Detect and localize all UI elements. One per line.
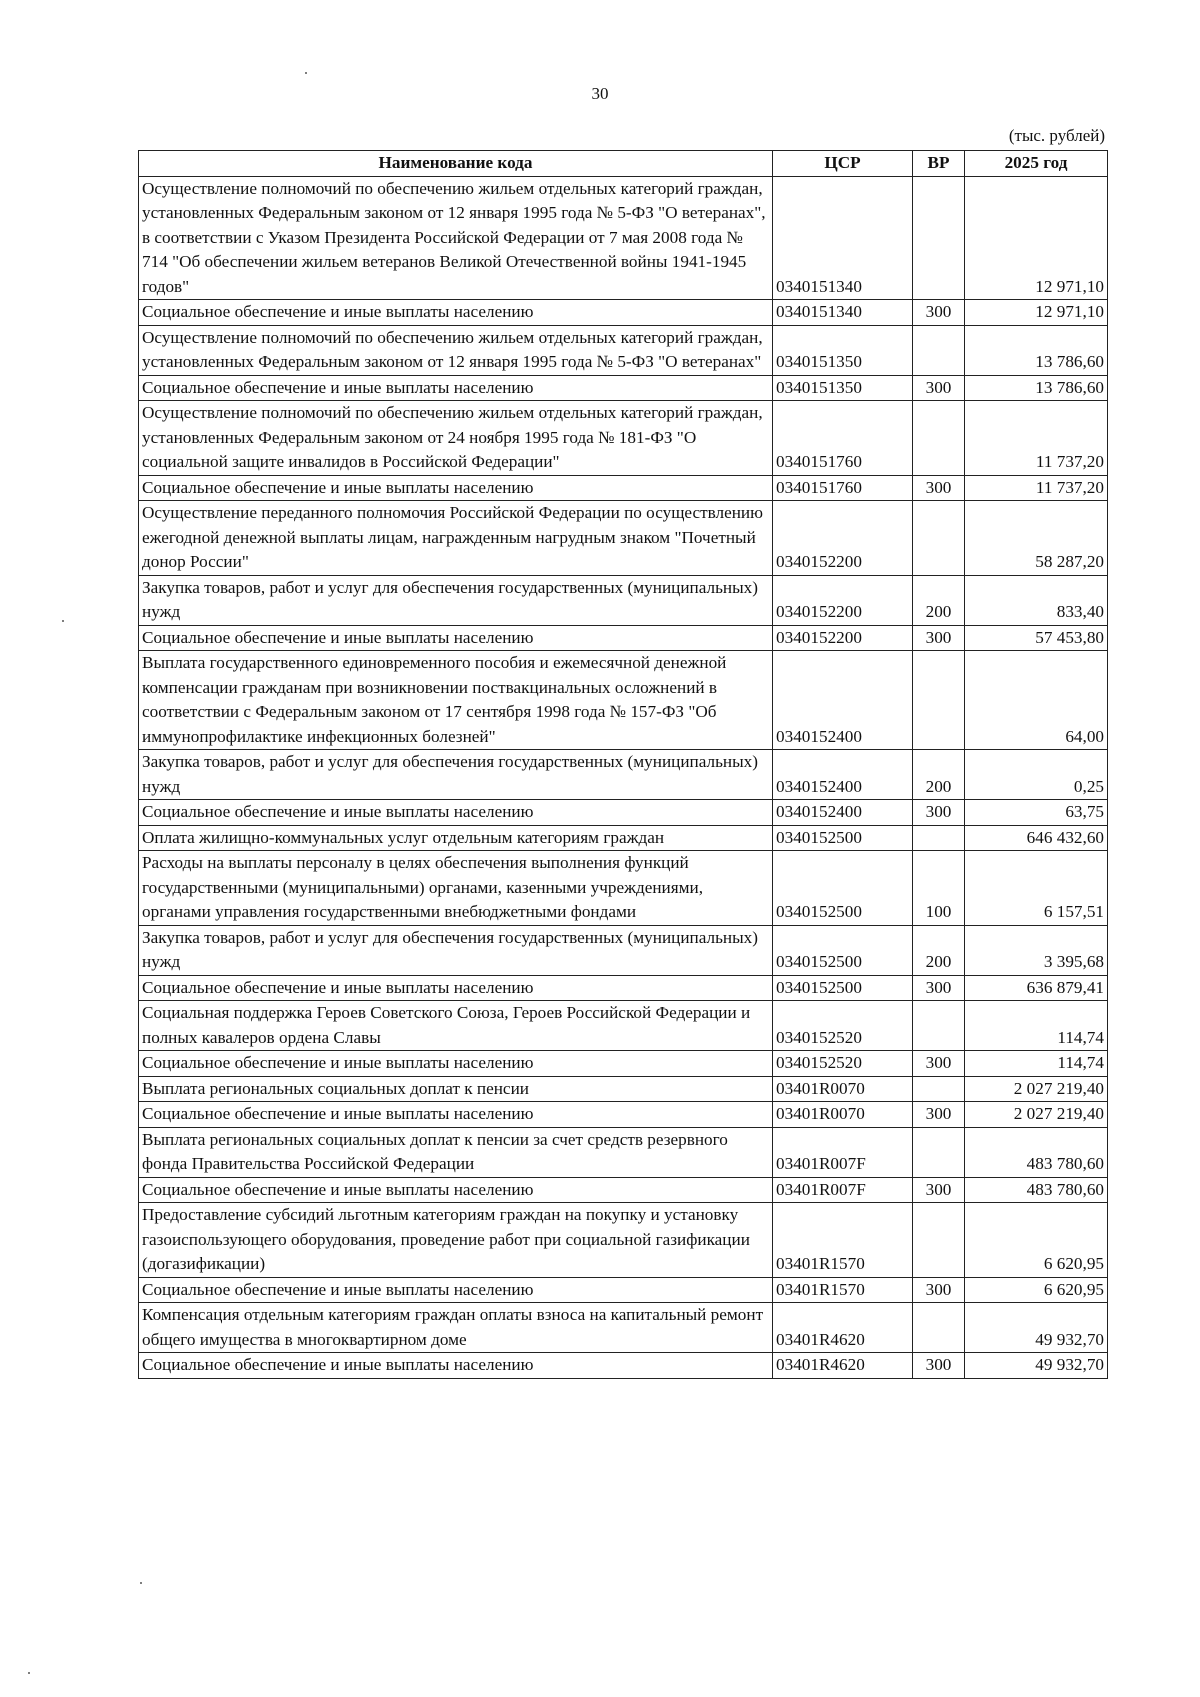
cell-amount: 646 432,60 xyxy=(965,825,1108,851)
cell-amount: 3 395,68 xyxy=(965,925,1108,975)
cell-vr: 300 xyxy=(913,625,965,651)
table-row xyxy=(139,1102,1108,1128)
cell-name: Осуществление полномочий по обеспечению жильем отдельных категорий граждан, установленных Федеральным законом от 24 ноября 1995 года № 181-ФЗ "О социальной защите инвалидов в Российской Федерации" xyxy=(139,401,773,476)
cell-vr: 300 xyxy=(913,800,965,826)
table-row xyxy=(139,375,1108,401)
table-row xyxy=(139,1051,1108,1077)
cell-csr: 03401R007F xyxy=(773,1127,913,1177)
cell-csr: 0340151350 xyxy=(773,325,913,375)
cell-vr: 100 xyxy=(913,851,965,926)
cell-vr: 300 xyxy=(913,1177,965,1203)
cell-name: Социальное обеспечение и иные выплаты населению xyxy=(139,300,773,326)
cell-amount: 483 780,60 xyxy=(965,1127,1108,1177)
budget-table xyxy=(138,150,1108,1379)
table-row xyxy=(139,651,1108,750)
cell-amount: 2 027 219,40 xyxy=(965,1076,1108,1102)
table-row xyxy=(139,1303,1108,1353)
table-row xyxy=(139,1277,1108,1303)
cell-vr: 200 xyxy=(913,750,965,800)
cell-vr xyxy=(913,401,965,476)
cell-amount: 12 971,10 xyxy=(965,176,1108,300)
cell-name: Закупка товаров, работ и услуг для обеспечения государственных (муниципальных) нужд xyxy=(139,575,773,625)
cell-amount: 49 932,70 xyxy=(965,1303,1108,1353)
table-row xyxy=(139,1203,1108,1278)
cell-name: Социальное обеспечение и иные выплаты населению xyxy=(139,1051,773,1077)
cell-name: Компенсация отдельным категориям граждан оплаты взноса на капитальный ремонт общего имущества в многоквартирном доме xyxy=(139,1303,773,1353)
cell-vr xyxy=(913,325,965,375)
cell-csr: 0340152500 xyxy=(773,851,913,926)
cell-name: Социальное обеспечение и иные выплаты населению xyxy=(139,1177,773,1203)
cell-name: Социальное обеспечение и иные выплаты населению xyxy=(139,475,773,501)
cell-name: Выплата региональных социальных доплат к пенсии за счет средств резервного фонда Правительства Российской Федерации xyxy=(139,1127,773,1177)
cell-csr: 0340152520 xyxy=(773,1051,913,1077)
header-name: Наименование кода xyxy=(139,151,773,177)
cell-csr: 03401R1570 xyxy=(773,1203,913,1278)
cell-csr: 03401R0070 xyxy=(773,1102,913,1128)
cell-name: Выплата региональных социальных доплат к пенсии xyxy=(139,1076,773,1102)
cell-amount: 11 737,20 xyxy=(965,401,1108,476)
cell-vr xyxy=(913,1076,965,1102)
cell-amount: 114,74 xyxy=(965,1051,1108,1077)
cell-csr: 0340151340 xyxy=(773,300,913,326)
cell-amount: 636 879,41 xyxy=(965,975,1108,1001)
cell-csr: 0340152400 xyxy=(773,750,913,800)
scan-speck xyxy=(62,620,64,622)
table-row xyxy=(139,300,1108,326)
header-vr: ВР xyxy=(913,151,965,177)
table-row xyxy=(139,1177,1108,1203)
cell-amount: 12 971,10 xyxy=(965,300,1108,326)
table-header-row xyxy=(139,151,1108,177)
cell-csr: 0340152400 xyxy=(773,800,913,826)
table-row xyxy=(139,575,1108,625)
cell-vr: 300 xyxy=(913,300,965,326)
cell-amount: 63,75 xyxy=(965,800,1108,826)
table-row xyxy=(139,800,1108,826)
cell-csr: 03401R4620 xyxy=(773,1303,913,1353)
cell-csr: 0340152520 xyxy=(773,1001,913,1051)
cell-csr: 0340151350 xyxy=(773,375,913,401)
cell-amount: 833,40 xyxy=(965,575,1108,625)
cell-vr: 200 xyxy=(913,575,965,625)
scan-speck xyxy=(140,1582,142,1584)
table-row xyxy=(139,1353,1108,1379)
table-row xyxy=(139,1076,1108,1102)
cell-csr: 0340152500 xyxy=(773,825,913,851)
cell-amount: 13 786,60 xyxy=(965,325,1108,375)
cell-name: Социальное обеспечение и иные выплаты населению xyxy=(139,625,773,651)
header-csr: ЦСР xyxy=(773,151,913,177)
cell-amount: 57 453,80 xyxy=(965,625,1108,651)
cell-vr: 300 xyxy=(913,975,965,1001)
scan-speck xyxy=(28,1672,30,1674)
cell-amount: 64,00 xyxy=(965,651,1108,750)
units-label: (тыс. рублей) xyxy=(1008,126,1105,145)
cell-vr xyxy=(913,1127,965,1177)
table-row xyxy=(139,925,1108,975)
table-row xyxy=(139,501,1108,576)
cell-csr: 03401R1570 xyxy=(773,1277,913,1303)
cell-name: Социальное обеспечение и иные выплаты населению xyxy=(139,975,773,1001)
cell-name: Закупка товаров, работ и услуг для обеспечения государственных (муниципальных) нужд xyxy=(139,750,773,800)
cell-name: Социальное обеспечение и иные выплаты населению xyxy=(139,1353,773,1379)
cell-amount: 0,25 xyxy=(965,750,1108,800)
cell-name: Социальное обеспечение и иные выплаты населению xyxy=(139,375,773,401)
cell-csr: 0340152200 xyxy=(773,501,913,576)
cell-csr: 0340152200 xyxy=(773,625,913,651)
cell-vr: 300 xyxy=(913,1277,965,1303)
cell-vr xyxy=(913,176,965,300)
cell-vr: 300 xyxy=(913,1353,965,1379)
cell-vr: 300 xyxy=(913,475,965,501)
cell-name: Выплата государственного единовременного пособия и ежемесячной денежной компенсации гражданам при возникновении поствакцинальных осложнений в соответствии с Федеральным законом от 17 сентября 1998 года № 157-ФЗ "Об иммунопрофилактике инфекционных болезней" xyxy=(139,651,773,750)
table-row xyxy=(139,825,1108,851)
page-number: 30 xyxy=(591,84,609,103)
cell-vr: 300 xyxy=(913,375,965,401)
cell-name: Социальное обеспечение и иные выплаты населению xyxy=(139,800,773,826)
cell-name: Предоставление субсидий льготным категориям граждан на покупку и установку газоиспользующего оборудования, проведение работ при социальной газификации (догазификации) xyxy=(139,1203,773,1278)
cell-amount: 11 737,20 xyxy=(965,475,1108,501)
cell-csr: 03401R4620 xyxy=(773,1353,913,1379)
table-row xyxy=(139,176,1108,300)
cell-name: Социальное обеспечение и иные выплаты населению xyxy=(139,1102,773,1128)
cell-vr: 300 xyxy=(913,1051,965,1077)
cell-name: Осуществление переданного полномочия Российской Федерации по осуществлению ежегодной денежной выплаты лицам, награжденным нагрудным знаком "Почетный донор России" xyxy=(139,501,773,576)
cell-name: Социальное обеспечение и иные выплаты населению xyxy=(139,1277,773,1303)
cell-amount: 6 620,95 xyxy=(965,1277,1108,1303)
cell-vr xyxy=(913,1303,965,1353)
cell-amount: 6 157,51 xyxy=(965,851,1108,926)
cell-name: Осуществление полномочий по обеспечению жильем отдельных категорий граждан, установленных Федеральным законом от 12 января 1995 года № 5-ФЗ "О ветеранах" xyxy=(139,325,773,375)
cell-vr xyxy=(913,1203,965,1278)
cell-csr: 0340152400 xyxy=(773,651,913,750)
scan-speck xyxy=(305,72,307,74)
table-row xyxy=(139,625,1108,651)
cell-csr: 0340152500 xyxy=(773,925,913,975)
cell-vr xyxy=(913,825,965,851)
cell-vr xyxy=(913,651,965,750)
cell-amount: 483 780,60 xyxy=(965,1177,1108,1203)
cell-name: Закупка товаров, работ и услуг для обеспечения государственных (муниципальных) нужд xyxy=(139,925,773,975)
cell-vr xyxy=(913,1001,965,1051)
table-body xyxy=(139,176,1108,1378)
cell-amount: 6 620,95 xyxy=(965,1203,1108,1278)
table-row xyxy=(139,975,1108,1001)
cell-amount: 58 287,20 xyxy=(965,501,1108,576)
cell-csr: 0340151760 xyxy=(773,475,913,501)
cell-csr: 0340151340 xyxy=(773,176,913,300)
cell-name: Оплата жилищно-коммунальных услуг отдельным категориям граждан xyxy=(139,825,773,851)
cell-amount: 49 932,70 xyxy=(965,1353,1108,1379)
cell-name: Осуществление полномочий по обеспечению жильем отдельных категорий граждан, установленных Федеральным законом от 12 января 1995 года № 5-ФЗ "О ветеранах", в соответствии с Указом Президента Российской Федерации от 7 мая 2008 года № 714 "Об обеспечении жильем ветеранов Великой Отечественной войны 1941-1945 годов" xyxy=(139,176,773,300)
cell-csr: 03401R007F xyxy=(773,1177,913,1203)
table-row xyxy=(139,750,1108,800)
cell-amount: 114,74 xyxy=(965,1001,1108,1051)
table-row xyxy=(139,1001,1108,1051)
cell-csr: 0340152500 xyxy=(773,975,913,1001)
cell-vr: 300 xyxy=(913,1102,965,1128)
table-row xyxy=(139,851,1108,926)
header-year: 2025 год xyxy=(965,151,1108,177)
cell-csr: 03401R0070 xyxy=(773,1076,913,1102)
cell-csr: 0340151760 xyxy=(773,401,913,476)
cell-vr xyxy=(913,501,965,576)
cell-csr: 0340152200 xyxy=(773,575,913,625)
cell-amount: 2 027 219,40 xyxy=(965,1102,1108,1128)
cell-amount: 13 786,60 xyxy=(965,375,1108,401)
cell-vr: 200 xyxy=(913,925,965,975)
table-row xyxy=(139,325,1108,375)
table-row xyxy=(139,475,1108,501)
cell-name: Социальная поддержка Героев Советского Союза, Героев Российской Федерации и полных кавалеров ордена Славы xyxy=(139,1001,773,1051)
cell-name: Расходы на выплаты персоналу в целях обеспечения выполнения функций государственными (муниципальными) органами, казенными учреждениями, органами управления государственными внебюджетными фондами xyxy=(139,851,773,926)
table-row xyxy=(139,1127,1108,1177)
table-row xyxy=(139,401,1108,476)
